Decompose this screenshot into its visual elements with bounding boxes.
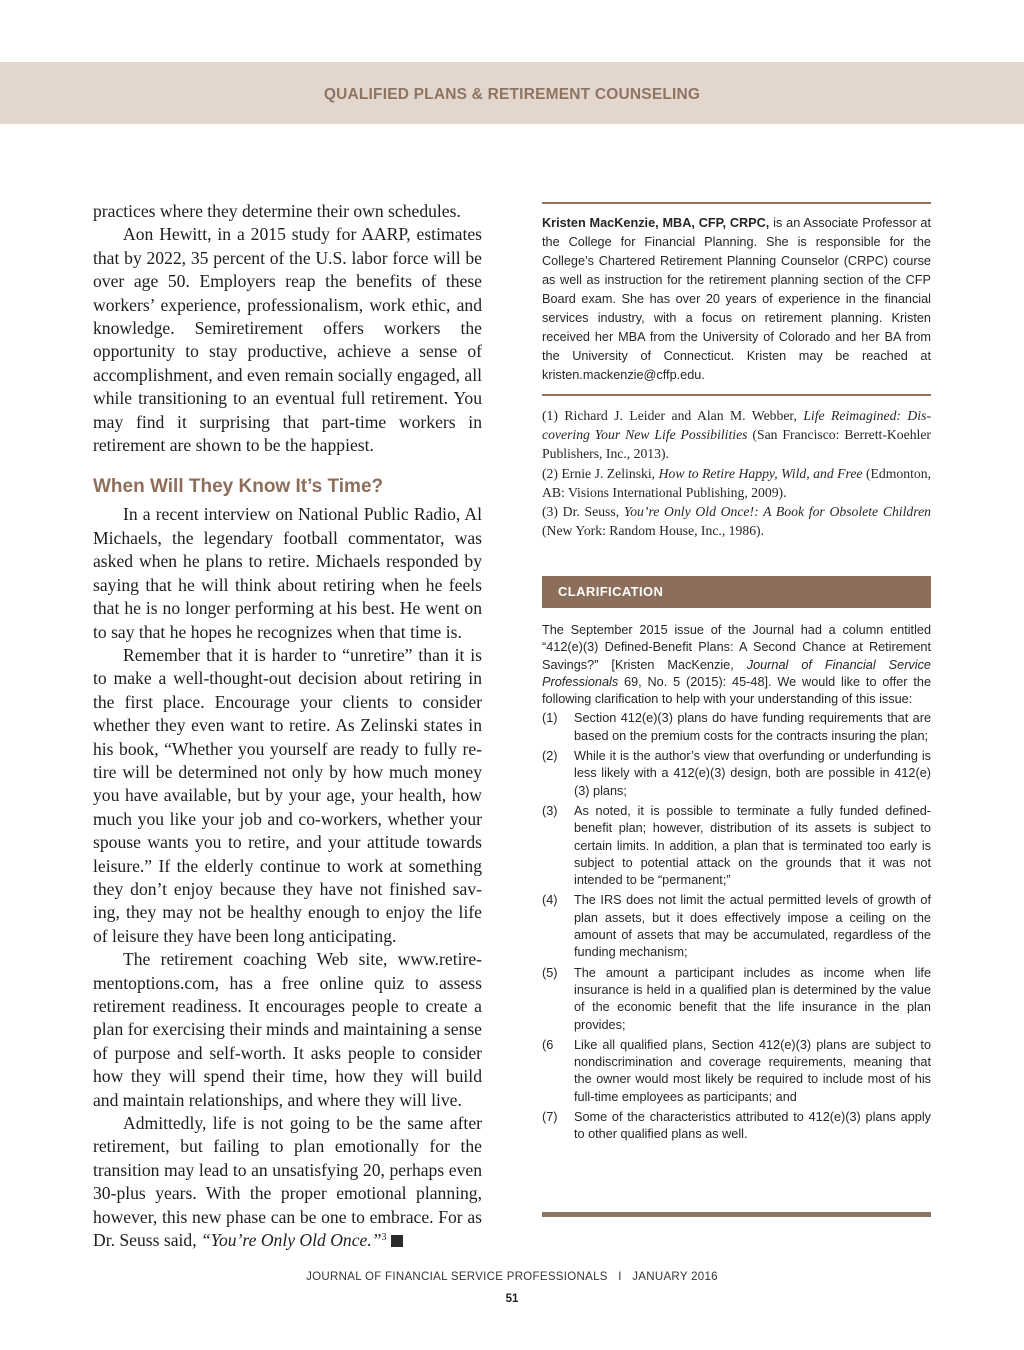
article-paragraph: In a recent interview on National Public Radio, Al Michaels, the legendary football commentator, was asked when he plans to retire. Michaels responded by saying that he will think about retiring when he feels that he is no longer performing at his best. He went on to say that he hopes he recognizes when that time is. [93,504,482,642]
article-paragraph: Aon Hewitt, in a 2015 study for AARP, estimates that by 2022, 35 percent of the U.S. labor force will be over age 50. Employers reap the benefits of these workers’ experience, professionalism, work ethic, and knowledge. Semiretirement offers workers the opportunity to stay productive, achieve a sense of accomplishment, and even remain socially engaged, all while transitioning to an eventual full retirement. You may find it surprising that part-time workers in retirement are shown to be the happiest. [93,224,482,456]
clarification-header [542,576,931,608]
article-paragraph: Remember that it is harder to “unretire” than it is to make a well-thought-out decision about retiring in the first place. Encourage your clients to consider whether they even want to retire. As Zelinski states in his book, “Whether you yourself are ready to fully retire will be determined not only by how much money you have available, but by your age, your health, how much you like your job and co-workers, whether your spouse wants you to retire, and your attitude towards leisure.” If the elderly continue to work at something they don’t enjoy because they have not finished saving, they may not be healthy enough to enjoy the life of leisure they have been long anticipating. [93,644,482,946]
page-number: 51 [505,1293,519,1305]
clarification-list [542,710,931,1143]
list-item: (6 Like all qualified plans, Section 412(e)(3) plans are subject to nondiscrimination and coverage requirements, meaning that the owner would most likely be required to include most of his full-time employees as participants; and [542,1037,931,1104]
reference-item: (1) Richard J. Leider and Alan M. Webber, Life Reimagined: Discovering Your New Life Possibilities (San Francisco: Berrett-Koehler Publishers, Inc., 2013). [542,408,931,462]
list-item: (4) The IRS does not limit the actual permitted levels of growth of plan assets, but it does effectively impose a ceiling on the amount of assets that may be accumulated, regardless of the funding mechanism; [542,893,931,960]
article-column [93,200,482,1252]
list-item: (1) Section 412(e)(3) plans do have funding requirements that are based on the premium costs for the contracts insuring the plan; [542,711,931,743]
end-mark [391,1235,403,1247]
references [542,406,931,540]
section-heading: When Will They Know It’s Time? [93,476,384,498]
reference-item: (3) Dr. Seuss, You’re Only Old Once!: A Book for Obsolete Children (New York: Random House, Inc., 1986). [542,504,931,539]
clarification-title: CLARIFICATION [558,584,664,599]
list-item: (7) Some of the characteristics attributed to 412(e)(3) plans apply to other qualified plans as well. [542,1110,931,1142]
clarification-body [542,622,931,1147]
author-bio [542,214,931,385]
paragraph-text: Admittedly, life is not going to be the same after retirement, but failing to plan emotionally for the transition may lead to an unsatisfying 20, perhaps even 30-plus years. With the proper emotional planning, however, this new phase can be one to embrace. For as Dr. Seuss said, [93,1113,482,1251]
article-paragraph: The retirement coaching Web site, www.retirementoptions.com, has a free online quiz to assess retirement readiness. It encourages people to create a plan for exercising their minds and maintaining a sense of purpose and self-worth. It asks people to consider how they will spend their time, how they will build and maintain relationships, and where they will live. [93,949,482,1110]
article-paragraph: practices where they determine their own schedules. [93,201,461,221]
clarification-bottom-rule [542,1212,931,1217]
footnote-marker: 3 [381,1232,387,1244]
list-item: (3) As noted, it is possible to terminate a fully funded defined-benefit plan; however, distribution of its assets is subject to certain limits. In addition, a plan that is terminated too early is subject to potential attack on the grounds that it was not intended to be “permanent;” [542,803,931,888]
list-item: (5) The amount a participant includes as income when life insurance is held in a qualified plan is determined by the value of the economic benefit that the life insurance in the plan provides; [542,965,931,1032]
reference-item: (2) Ernie J. Zelinski, How to Retire Happy, Wild, and Free (Edmonton, AB: Visions International Publishing, 2009). [542,465,931,500]
list-item: (2) While it is the author’s view that overfunding or underfunding is less likely with a 412(e)(3) design, both are possible in 412(e)(3) plans; [542,749,931,798]
bio-bottom-rule [542,394,931,396]
seuss-quote: “You’re Only Old Once.” [201,1230,382,1251]
article-paragraph-final [93,1112,482,1252]
section-title: QUALIFIED PLANS & RETIREMENT COUNSELING [323,86,701,103]
author-name: Kristen MacKenzie, MBA, CFP, CRPC, [542,216,770,230]
author-bio-text: is an Associate Professor at the College for Financial Planning. She is responsible for the College’s Chartered Retirement Planning Counselor (CRPC) course as well as instruction for the retirement planning section of the CFP Board exam. She has over 20 years of experience in the financial services industry, with a focus on retirement planning. Kristen received her MBA from the University of Colorado and her BA from the University of Connecticut. Kristen may be reached at kristen.mackenzie@cffp.edu. [542,216,931,382]
footer-journal: JOURNAL OF FINANCIAL SERVICE PROFESSIONALS I JANUARY 2016 [306,1271,718,1283]
bio-top-rule [542,202,931,204]
clarification-intro: The September 2015 issue of the Journal had a column entitled “412(e)(3) Defined-Benefit Plans: A Second Chance at Retirement Savings?” [Kristen MacKenzie, Journal of Financial Service Professionals 69, No. 5 (2015): 45-48]. We would like to offer the following clarification to help with your understanding of this issue: [542,623,931,707]
